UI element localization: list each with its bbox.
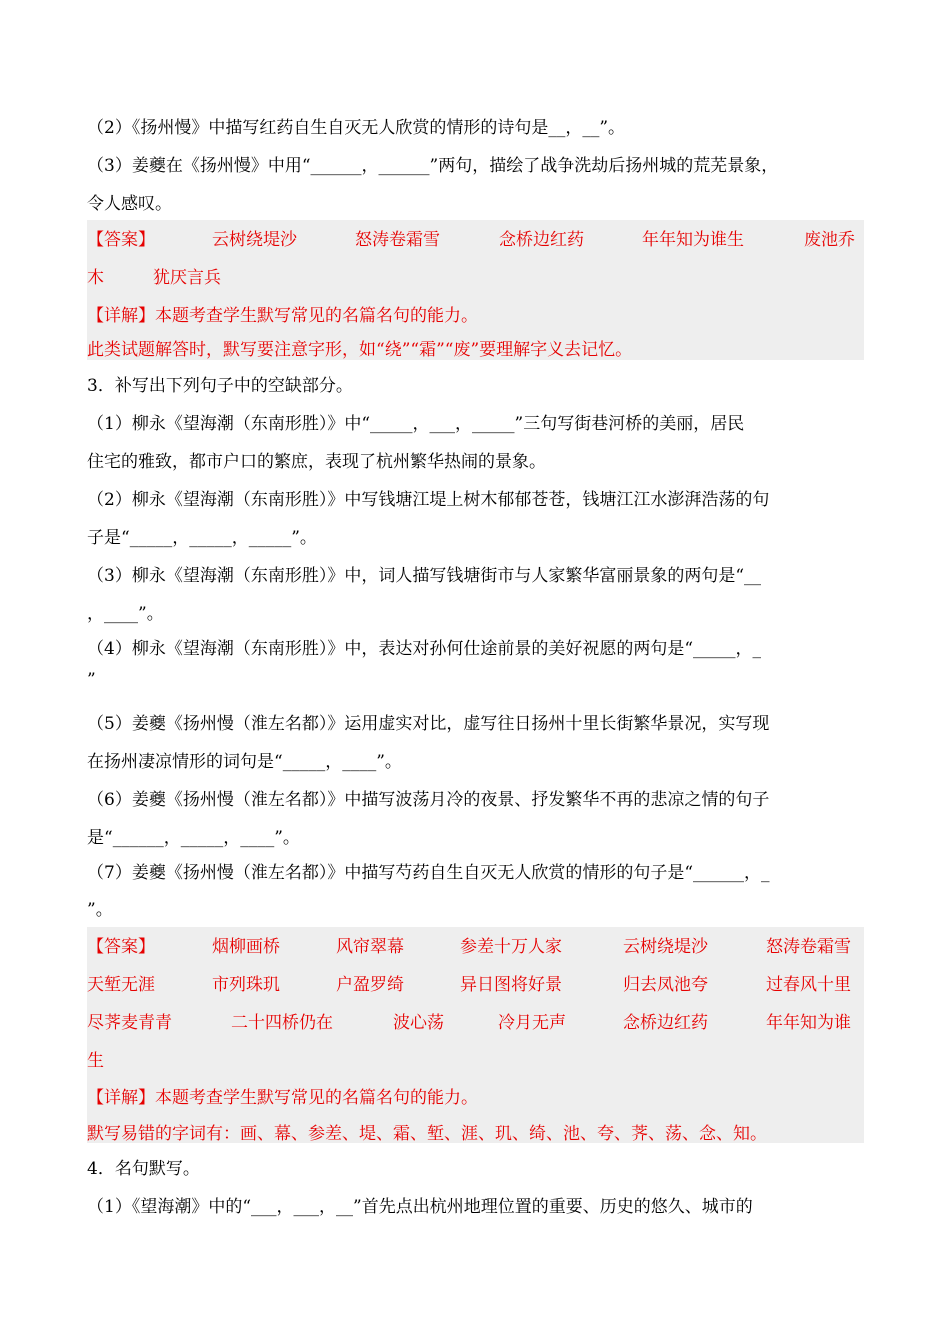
detail-2-line2: 默写易错的字词有：画、幕、参差、堤、霜、堑、涯、玑、绮、池、夸、荠、荡、念、知。: [87, 1124, 767, 1144]
q4-title: 4．名句默写。: [87, 1159, 200, 1179]
answer-item: 怒涛卷霜雪: [766, 937, 851, 957]
q3-item-3-line2: ，____”。: [87, 604, 164, 624]
q3-item-5-line1: （5）姜夔《扬州慢（淮左名都）》运用虚实对比，虚写往日扬州十里长街繁华景况，实写现: [87, 714, 770, 734]
answer-item: 风帘翠幕: [336, 937, 404, 957]
answer-item: 户盈罗绮: [336, 975, 404, 995]
answer-item: 怒涛卷霜雪: [355, 230, 440, 250]
q3-item-2-line2: 子是“_____，_____，_____”。: [87, 528, 317, 548]
answer-item: 尽荠麦青青: [87, 1013, 172, 1033]
q2-item-3-line2: 令人感叹。: [87, 194, 172, 214]
q4-item-1-line1: （1）《望海潮》中的“___，___，__”首先点出杭州地理位置的重要、历史的悠久、城市的: [87, 1197, 753, 1217]
answer-item: 废池乔: [804, 230, 855, 250]
answer-item: 烟柳画桥: [212, 937, 280, 957]
answer-item: 木: [87, 268, 104, 288]
answer-item: 参差十万人家: [460, 937, 562, 957]
answer-item: 异日图将好景: [460, 975, 562, 995]
answer-item: 市列珠玑: [212, 975, 280, 995]
answer-item: 归去凤池夸: [623, 975, 708, 995]
answer-item: 波心荡: [393, 1013, 444, 1033]
q3-item-4-line2: ”: [87, 670, 96, 690]
q2-item-3-line1: （3）姜夔在《扬州慢》中用“______，______”两句，描绘了战争洗劫后扬州城的荒芜景象，: [87, 156, 779, 176]
detail-1-line2: 此类试题解答时，默写要注意字形，如“绕”“霜”“废”要理解字义去记忆。: [87, 340, 633, 360]
q3-item-1-line1: （1）柳永《望海潮（东南形胜）》中“_____，___，_____”三句写街巷河桥的美丽，居民: [87, 414, 745, 434]
q3-item-7-line1: （7）姜夔《扬州慢（淮左名都）》中描写芍药自生自灭无人欣赏的情形的句子是“______，_: [87, 863, 770, 883]
q3-item-4-line1: （4）柳永《望海潮（东南形胜）》中，表达对孙何仕途前景的美好祝愿的两句是“_____，_: [87, 639, 762, 659]
answer-item: 犹厌言兵: [153, 268, 221, 288]
q3-item-3-line1: （3）柳永《望海潮（东南形胜）》中，词人描写钱塘街市与人家繁华富丽景象的两句是“__: [87, 566, 762, 586]
answer-item: 过春风十里: [766, 975, 851, 995]
answer-item: 年年知为谁生: [642, 230, 744, 250]
q2-item-2: （2）《扬州慢》中描写红药自生自灭无人欣赏的情形的诗句是__，__”。: [87, 118, 626, 138]
answer-item: 念桥边红药: [623, 1013, 708, 1033]
answer-item: 二十四桥仍在: [231, 1013, 333, 1033]
answer-block-2-background: [87, 927, 864, 1143]
q3-item-7-line2: ”。: [87, 900, 113, 920]
q3-title: 3．补写出下列句子中的空缺部分。: [87, 376, 353, 396]
answer-label: 【答案】: [87, 937, 155, 957]
q3-item-6-line1: （6）姜夔《扬州慢（淮左名都）》中描写波荡月冷的夜景、抒发繁华不再的悲凉之情的句子: [87, 790, 770, 810]
q3-item-2-line1: （2）柳永《望海潮（东南形胜）》中写钱塘江堤上树木郁郁苍苍，钱塘江江水澎湃浩荡的句: [87, 490, 770, 510]
answer-item: 年年知为谁: [766, 1013, 851, 1033]
q3-item-1-line2: 住宅的雅致，都市户口的繁庶，表现了杭州繁华热闹的景象。: [87, 452, 546, 472]
answer-item: 念桥边红药: [499, 230, 584, 250]
q3-item-6-line2: 是“______，_____，____”。: [87, 828, 300, 848]
answer-item: 冷月无声: [498, 1013, 566, 1033]
detail-1-line1: 【详解】本题考查学生默写常见的名篇名句的能力。: [87, 306, 478, 326]
answer-label: 【答案】: [87, 230, 155, 250]
q3-item-5-line2: 在扬州凄凉情形的词句是“_____，____”。: [87, 752, 402, 772]
answer-item: 天堑无涯: [87, 975, 155, 995]
answer-item: 云树绕堤沙: [212, 230, 297, 250]
answer-item: 云树绕堤沙: [623, 937, 708, 957]
answer-item: 生: [87, 1051, 104, 1071]
detail-2-line1: 【详解】本题考查学生默写常见的名篇名句的能力。: [87, 1088, 478, 1108]
